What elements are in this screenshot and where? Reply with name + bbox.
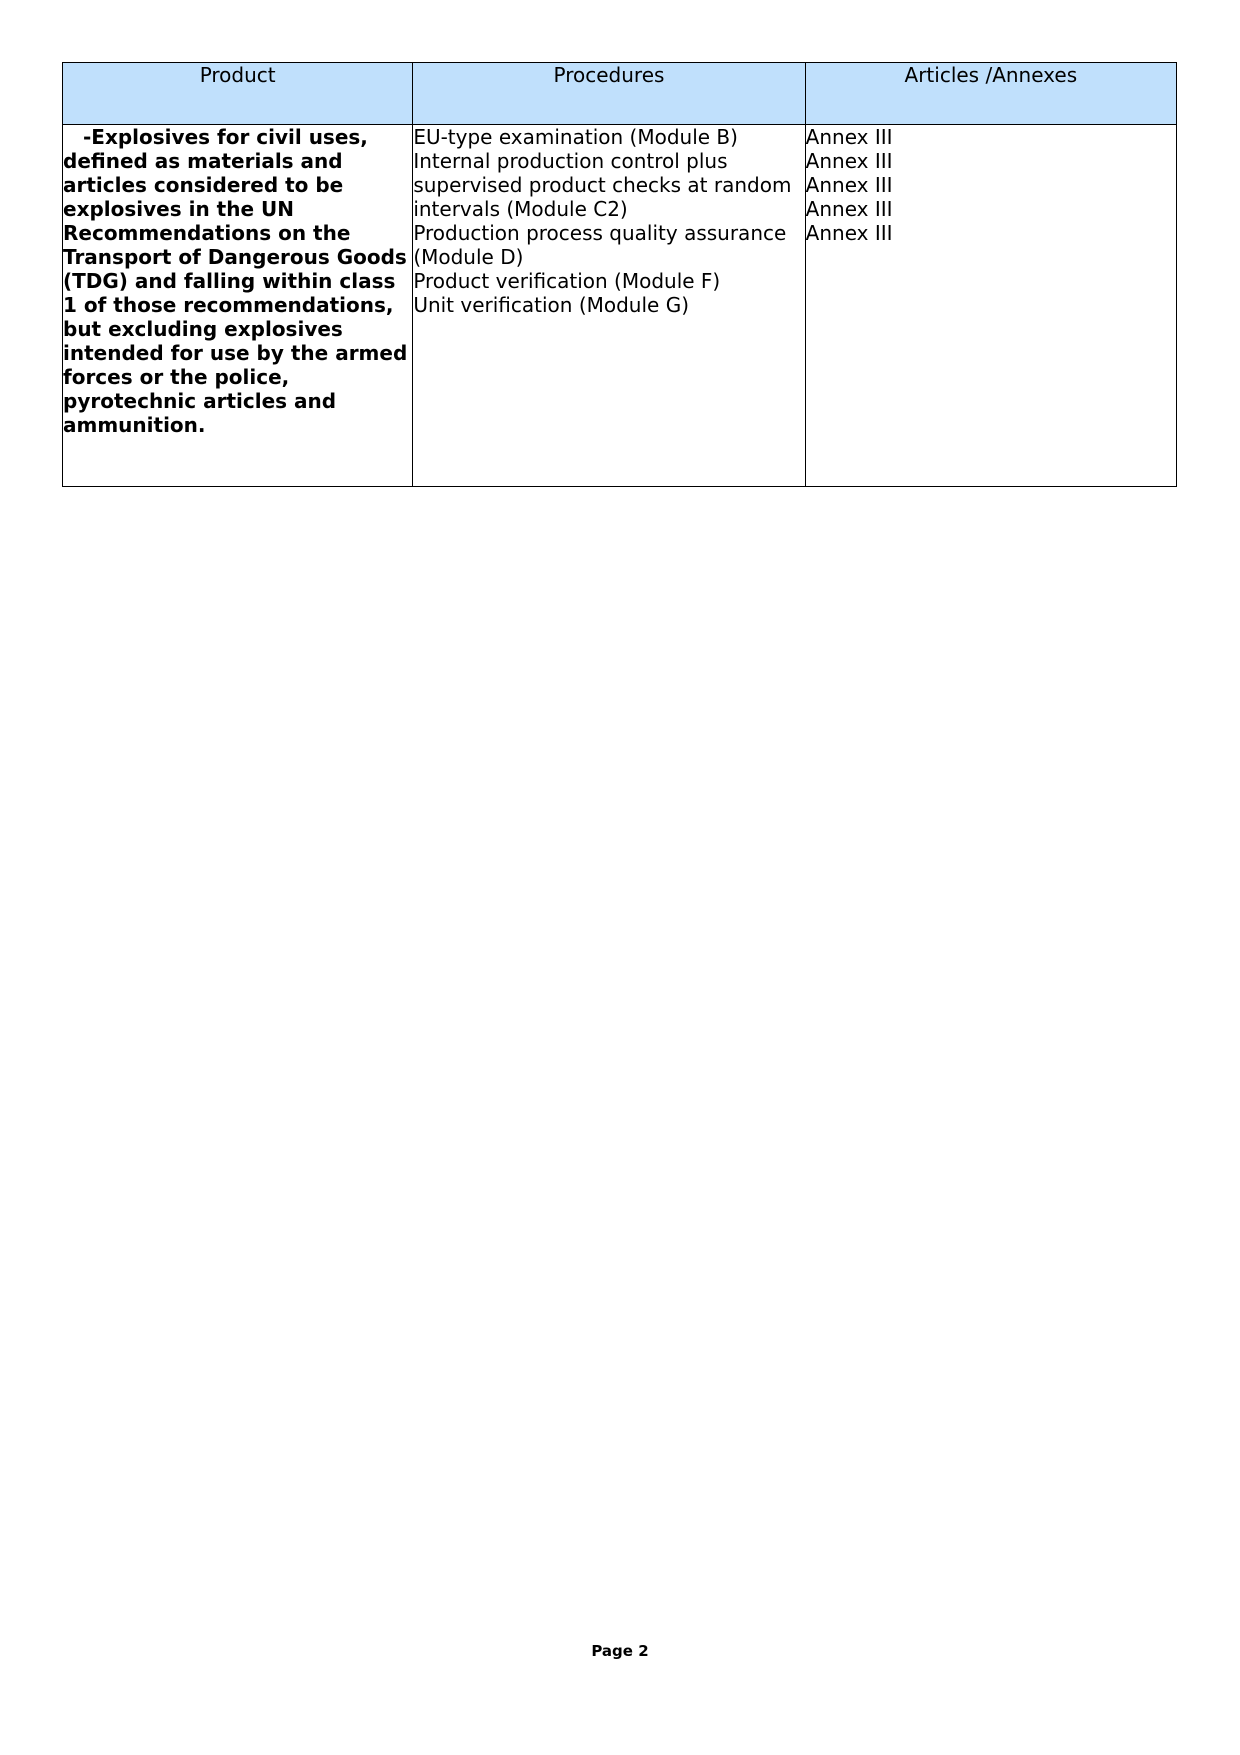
procedure-line: (Module D) [413, 245, 524, 269]
procedure-line: Production process quality assurance [413, 221, 787, 245]
articles-cell [805, 125, 1176, 487]
procedure-line: Unit verification (Module G) [413, 293, 690, 317]
procedure-line: Internal production control plus [413, 149, 728, 173]
procedure-line: intervals (Module C2) [413, 197, 628, 221]
header-product: Product [63, 63, 413, 125]
page-number: Page 2 [591, 1642, 649, 1660]
procedure-line: Product verification (Module F) [413, 269, 721, 293]
article-line: Annex III [805, 149, 893, 173]
header-articles: Articles /Annexes [805, 63, 1176, 125]
article-line: Annex III [805, 173, 893, 197]
product-description: -Explosives for civil uses, defined as materials and articles considered to be explosives in the UN Recommendations on the Transport of Dangerous Goods (TDG) and falling within class 1 of those recommendations, but excluding explosives intended for use by the armed forces or the police, pyrotechnic articles and ammunition. [63, 125, 408, 437]
article-line: Annex III [805, 221, 893, 245]
procedure-line: supervised product checks at random [413, 173, 792, 197]
procedure-line: EU-type examination (Module B) [413, 125, 738, 149]
product-cell [63, 125, 413, 487]
table-row [63, 125, 1177, 487]
table-header-row [63, 63, 1177, 125]
article-line: Annex III [805, 125, 893, 149]
header-procedures: Procedures [413, 63, 805, 125]
article-line: Annex III [805, 197, 893, 221]
conformity-table [62, 62, 1177, 487]
procedures-cell [413, 125, 805, 487]
